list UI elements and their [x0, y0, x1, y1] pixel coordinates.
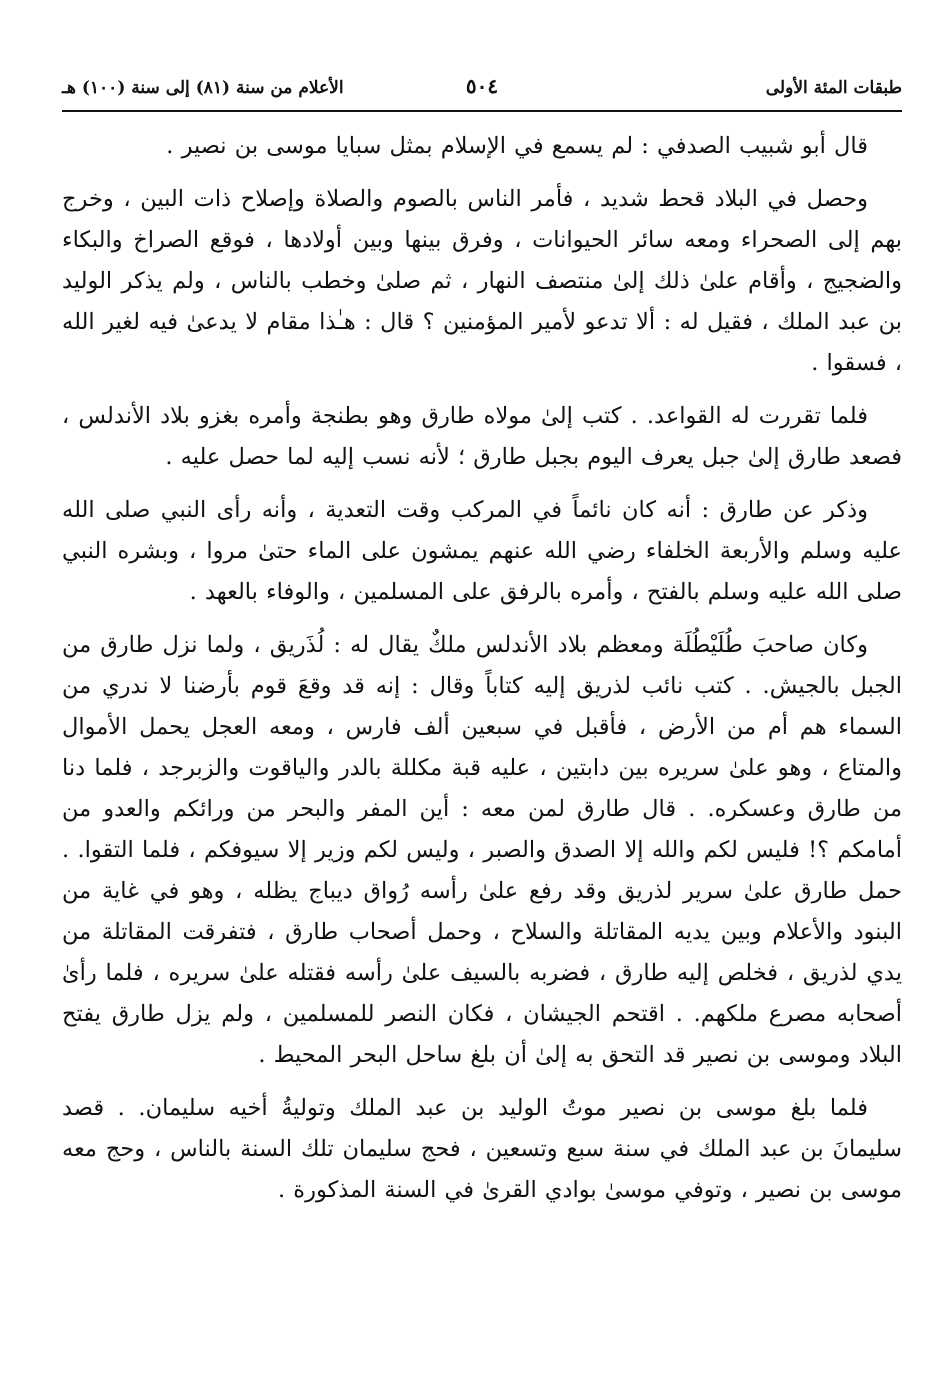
page-number: ٥٠٤ [465, 74, 499, 98]
running-header [62, 70, 902, 104]
paragraph: قال أبو شبيب الصدفي : لم يسمع في الإسلام بمثل سبايا موسى بن نصير . [166, 133, 868, 159]
paragraph: وكان صاحبَ طُلَيْطُلَة ومعظم بلاد الأندلس ملكٌ يقال له : لُذَريق ، ولما نزل طارق من الجبل بالجيش. . كتب نائب لذريق إليه كتاباً وقال : إنه قد وقعَ قوم بأرضنا لا ندري من السماء هم أم من الأرض ، فأقبل في سبعين ألف فارس ، ومعه العجل يحمل الأموال والمتاع ، وهو علىٰ سريره بين دابتين ، عليه قبة مكللة بالدر والياقوت والزبرجد ، فلما دنا من طارق وعسكره. . قال طارق لمن معه : أين المفر والبحر من ورائكم والعدو من أمامكم ؟! فليس لكم والله إلا الصدق والصبر ، وليس لكم وزير إلا سيوفكم ، فلما التقوا. . حمل طارق علىٰ سرير لذريق وقد رفع علىٰ رأسه رُواق ديباج يظله ، وهو في غاية من البنود والأعلام وبين يديه المقاتلة والسلاح ، وحمل أصحاب طارق ، فتفرقت المقاتلة من يدي لذريق ، فخلص إليه طارق ، فضربه بالسيف علىٰ رأسه فقتله علىٰ سريره ، فلما رأىٰ أصحابه مصرع ملكهم. . اقتحم الجيشان ، فكان النصر للمسلمين ، ولم يزل طارق يفتح البلاد وموسى بن نصير قد التحق به إلىٰ أن بلغ ساحل البحر المحيط . [62, 632, 902, 1068]
paragraph: فلما بلغ موسى بن نصير موتُ الوليد بن عبد الملك وتوليةُ أخيه سليمان. . قصد سليمانَ بن عبد الملك في سنة سبع وتسعين ، فحج سليمان تلك السنة بالناس ، وحج معه موسى بن نصير ، وتوفي موسىٰ بوادي القرىٰ في السنة المذكورة . [62, 1095, 902, 1203]
body-text [62, 126, 902, 1211]
section-title-header: الأعلام من سنة (٨١) إلى سنة (١٠٠) هـ [62, 78, 344, 98]
header-rule [62, 110, 902, 112]
paragraph: فلما تقررت له القواعد. . كتب إلىٰ مولاه طارق وهو بطنجة وأمره بغزو بلاد الأندلس ، فصعد طارق إلىٰ جبل يعرف اليوم بجبل طارق ؛ لأنه نسب إليه لما حصل عليه . [62, 403, 902, 470]
paragraph: وذكر عن طارق : أنه كان نائماً في المركب وقت التعدية ، وأنه رأى النبي صلى الله عليه وسلم والأربعة الخلفاء رضي الله عنهم يمشون على الماء حتىٰ مروا ، وبشره النبي صلى الله عليه وسلم بالفتح ، وأمره بالرفق على المسلمين ، والوفاء بالعهد . [62, 497, 902, 605]
book-page [62, 70, 902, 1223]
book-title-header: طبقات المئة الأولى [765, 78, 902, 98]
paragraph: وحصل في البلاد قحط شديد ، فأمر الناس بالصوم والصلاة وإصلاح ذات البين ، وخرج بهم إلى الصحراء ومعه سائر الحيوانات ، وفرق بينها وبين أولادها ، فوقع الصراخ والبكاء والضجيج ، وأقام علىٰ ذلك إلىٰ منتصف النهار ، ثم صلىٰ وخطب بالناس ، ولم يذكر الوليد بن عبد الملك ، فقيل له : ألا تدعو لأمير المؤمنين ؟ قال : هـٰذا مقام لا يدعىٰ فيه لغير الله ، فسقوا . [62, 186, 902, 376]
